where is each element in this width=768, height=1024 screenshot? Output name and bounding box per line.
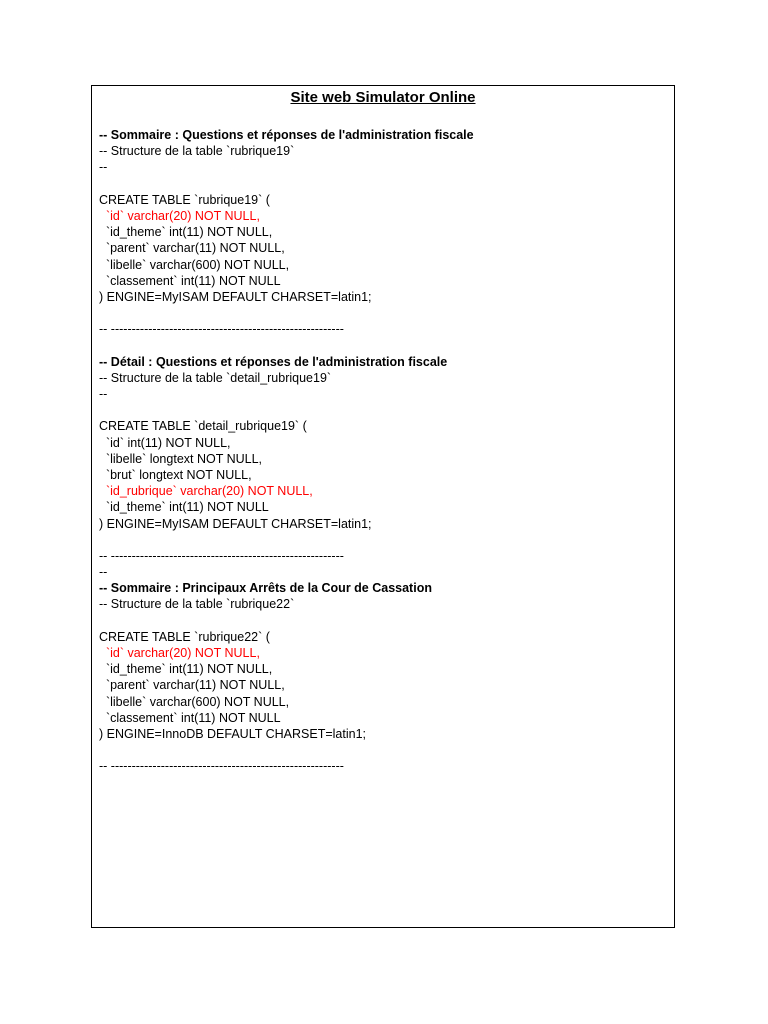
blank-line xyxy=(99,742,668,758)
code-line: `id_theme` int(11) NOT NULL, xyxy=(99,662,273,677)
code-line: `parent` varchar(11) NOT NULL, xyxy=(99,241,285,256)
code-line: `classement` int(11) NOT NULL xyxy=(99,710,281,725)
blank-line xyxy=(99,305,668,321)
code-line: CREATE TABLE `rubrique19` ( xyxy=(99,192,270,207)
document-page xyxy=(91,85,675,928)
code-line: CREATE TABLE `detail_rubrique19` ( xyxy=(99,419,307,434)
section-heading-line: -- Sommaire : Principaux Arrêts de la Cour de Cassation xyxy=(99,581,432,596)
code-line: `id_theme` int(11) NOT NULL, xyxy=(99,225,273,240)
section-heading-line: -- Sommaire : Questions et réponses de l'administration fiscale xyxy=(99,128,474,142)
highlighted-code-line: `id` varchar(20) NOT NULL, xyxy=(99,208,260,223)
code-line: ) ENGINE=MyISAM DEFAULT CHARSET=latin1; xyxy=(99,516,372,531)
code-line: ) ENGINE=MyISAM DEFAULT CHARSET=latin1; xyxy=(99,289,372,304)
code-line: ) ENGINE=InnoDB DEFAULT CHARSET=latin1; xyxy=(99,726,366,741)
code-line: `parent` varchar(11) NOT NULL, xyxy=(99,678,285,693)
code-line: `brut` longtext NOT NULL, xyxy=(99,467,252,482)
code-line: -- xyxy=(99,565,108,580)
document-body xyxy=(99,127,668,775)
document-title: Site web Simulator Online xyxy=(290,89,476,106)
code-line: CREATE TABLE `rubrique22` ( xyxy=(99,629,270,644)
code-line: -- -------------------------------------------------------- xyxy=(99,322,344,337)
blank-line xyxy=(99,402,668,418)
code-line: `id` int(11) NOT NULL, xyxy=(99,435,231,450)
code-line: -- xyxy=(99,387,108,401)
code-line: `id_theme` int(11) NOT NULL xyxy=(99,500,269,515)
blank-line xyxy=(99,532,668,548)
code-line: `libelle` varchar(600) NOT NULL, xyxy=(99,257,290,272)
code-line: -- xyxy=(99,160,108,175)
blank-line xyxy=(99,176,668,192)
code-line: `libelle` longtext NOT NULL, xyxy=(99,451,263,466)
blank-line xyxy=(99,337,668,353)
highlighted-code-line: `id` varchar(20) NOT NULL, xyxy=(99,646,260,660)
code-line: -- Structure de la table `rubrique19` xyxy=(99,144,295,159)
code-line: -- Structure de la table `detail_rubrique19` xyxy=(99,370,332,385)
code-line: `classement` int(11) NOT NULL xyxy=(99,273,281,288)
code-line: -- Structure de la table `rubrique22` xyxy=(99,597,295,612)
highlighted-code-line: `id_rubrique` varchar(20) NOT NULL, xyxy=(99,484,313,499)
code-line: -- -------------------------------------------------------- xyxy=(99,548,344,563)
blank-line xyxy=(99,613,668,629)
code-line: -- -------------------------------------------------------- xyxy=(99,759,344,774)
section-heading-line: -- Détail : Questions et réponses de l'administration fiscale xyxy=(99,354,448,369)
code-line: `libelle` varchar(600) NOT NULL, xyxy=(99,694,290,709)
